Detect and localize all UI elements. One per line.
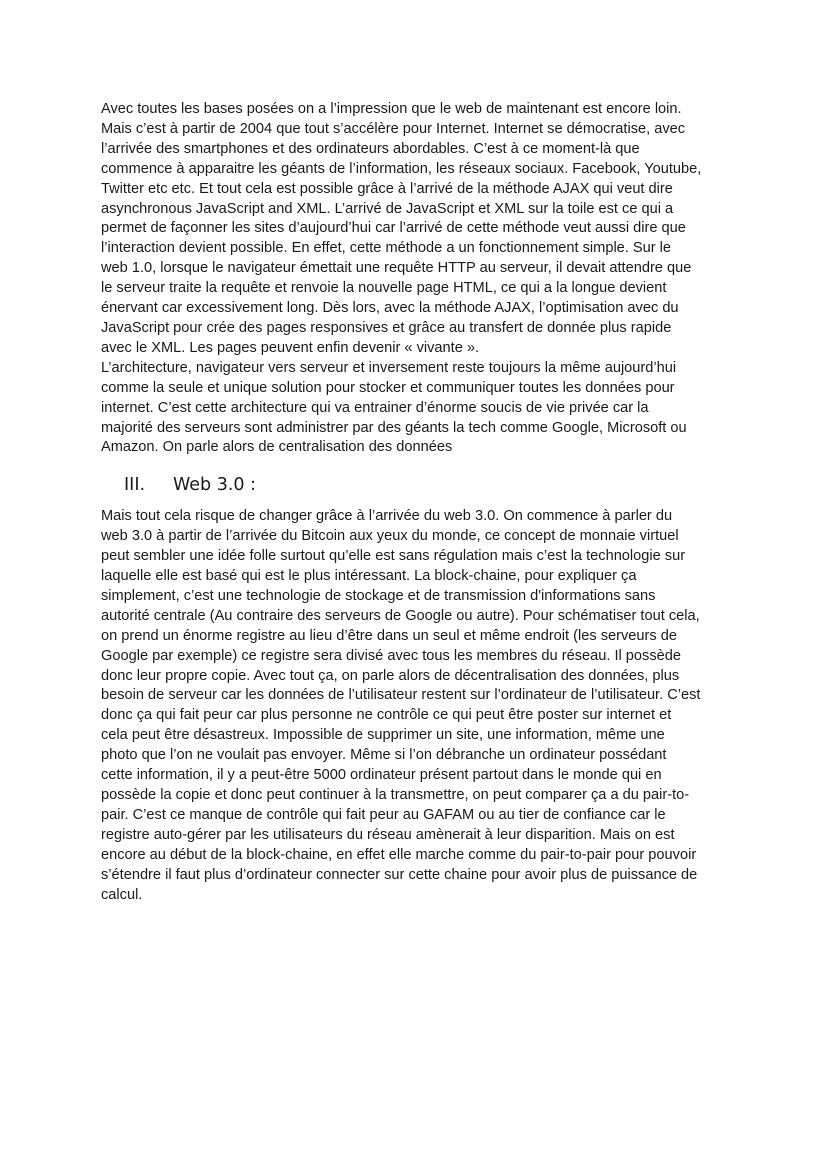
text-line: Mais tout cela risque de changer grâce à l’arrivée du web 3.0. On commence à parler du — [101, 508, 673, 525]
text-line: simplement, c’est une technologie de stockage et de transmission d'informations sans — [101, 587, 656, 604]
text-line: donc leur propre copie. Avec tout ça, on parle alors de décentralisation des données, plus — [101, 667, 680, 684]
text-line: encore au début de la block-chaine, en effet elle marche comme du pair-to-pair pour pouvoir — [101, 846, 697, 863]
paragraph-web-3-0 — [101, 507, 729, 905]
text-line: Mais c’est à partir de 2004 que tout s’accélère pour Internet. Internet se démocratise, avec — [101, 120, 686, 137]
text-line: web 1.0, lorsque le navigateur émettait une requête HTTP au serveur, il devait attendre que — [101, 260, 692, 277]
text-line: cette information, il y a peut-être 5000 ordinateur présent partout dans le monde qui en — [101, 767, 662, 784]
text-line: registre auto-gérer par les utilisateurs du réseau amènerait à leur disparition. Mais on est — [101, 826, 675, 843]
text-line: JavaScript pour crée des pages responsives et grâce au transfert de donnée plus rapide — [101, 319, 672, 336]
text-line: peut sembler une idée folle surtout qu’elle est sans régulation mais c’est la technologie sur — [101, 548, 686, 565]
text-line: commence à apparaitre les géants de l’information, les réseaux sociaux. Facebook, Youtube, — [101, 160, 702, 177]
text-line: l’interaction devient possible. En effet, cette méthode a un fonctionnement simple. Sur le — [101, 240, 672, 257]
text-line: Twitter etc etc. Et tout cela est possible grâce à l’arrivé de la méthode AJAX qui veut dire — [101, 180, 673, 197]
text-line: permet de façonner les sites d’aujourd’hui car l’arrivé de cette méthode veut aussi dire que — [101, 220, 686, 237]
section-heading-web-3-0 — [101, 473, 729, 497]
text-line: donc ça qui fait peur car plus personne ne contrôle ce qui peut être poster sur internet et — [101, 707, 672, 724]
text-line: comme la seule et unique solution pour stocker et communiquer toutes les données pour — [101, 379, 675, 396]
document-body — [101, 100, 729, 905]
text-line: s’étendre il faut plus d’ordinateur connecter sur cette chaine pour avoir plus de puissance de — [101, 866, 698, 883]
text-line: majorité des serveurs sont administrer par des géants la tech comme Google, Microsoft ou — [101, 419, 687, 436]
text-line: web 3.0 à partir de l’arrivée du Bitcoin aux yeux du monde, ce concept de monnaie virtuel — [101, 528, 679, 545]
text-line: cela peut être désastreux. Impossible de supprimer un site, une information, même une — [101, 727, 665, 744]
text-line: Google par exemple) ce registre sera divisé avec tous les membres du réseau. Il possède — [101, 647, 681, 664]
text-line: pair. C’est ce manque de contrôle qui fait peur au GAFAM ou au tier de confiance car le — [101, 806, 666, 823]
heading-title: Web 3.0 : — [173, 475, 257, 496]
text-line: calcul. — [101, 886, 143, 903]
text-line: laquelle elle est basé qui est le plus intéressant. La block-chaine, pour expliquer ça — [101, 568, 637, 585]
text-line: le serveur traite la requête et renvoie la nouvelle page HTML, ce qui a la longue devient — [101, 280, 667, 297]
text-line: L’architecture, navigateur vers serveur et inversement reste toujours la même aujourd’hui — [101, 359, 677, 376]
text-line: autorité centrale (Au contraire des serveurs de Google ou autre). Pour schématiser tout cela, — [101, 607, 700, 624]
heading-number: III. — [124, 475, 146, 496]
paragraph-web-2-0 — [101, 100, 729, 458]
text-line: énervant car excessivement long. Dès lors, avec la méthode AJAX, l’optimisation avec du — [101, 300, 679, 317]
text-line: l’arrivée des smartphones et des ordinateurs abordables. C’est à ce moment-là que — [101, 140, 640, 157]
text-line: Amazon. On parle alors de centralisation des données — [101, 439, 453, 456]
text-line: Avec toutes les bases posées on a l’impression que le web de maintenant est encore loin. — [101, 101, 682, 117]
text-line: avec le XML. Les pages peuvent enfin devenir « vivante ». — [101, 339, 480, 356]
text-line: on prend un énorme registre au lieu d’être dans un seul et même endroit (les serveurs de — [101, 627, 677, 644]
text-line: photo que l’on ne voulait pas envoyer. Même si l’on débranche un ordinateur possédant — [101, 747, 667, 764]
text-line: internet. C’est cette architecture qui va entrainer d’énorme soucis de vie privée car la — [101, 399, 649, 416]
text-line: asynchronous JavaScript and XML. L’arrivé de JavaScript et XML sur la toile est ce qui a — [101, 200, 674, 217]
text-line: besoin de serveur car les données de l’utilisateur restent sur l’ordinateur de l’utilisateur. C’est — [101, 687, 701, 704]
text-line: possède la copie et donc peut continuer à la transmettre, on peut comparer ça a du pair-to- — [101, 787, 690, 803]
